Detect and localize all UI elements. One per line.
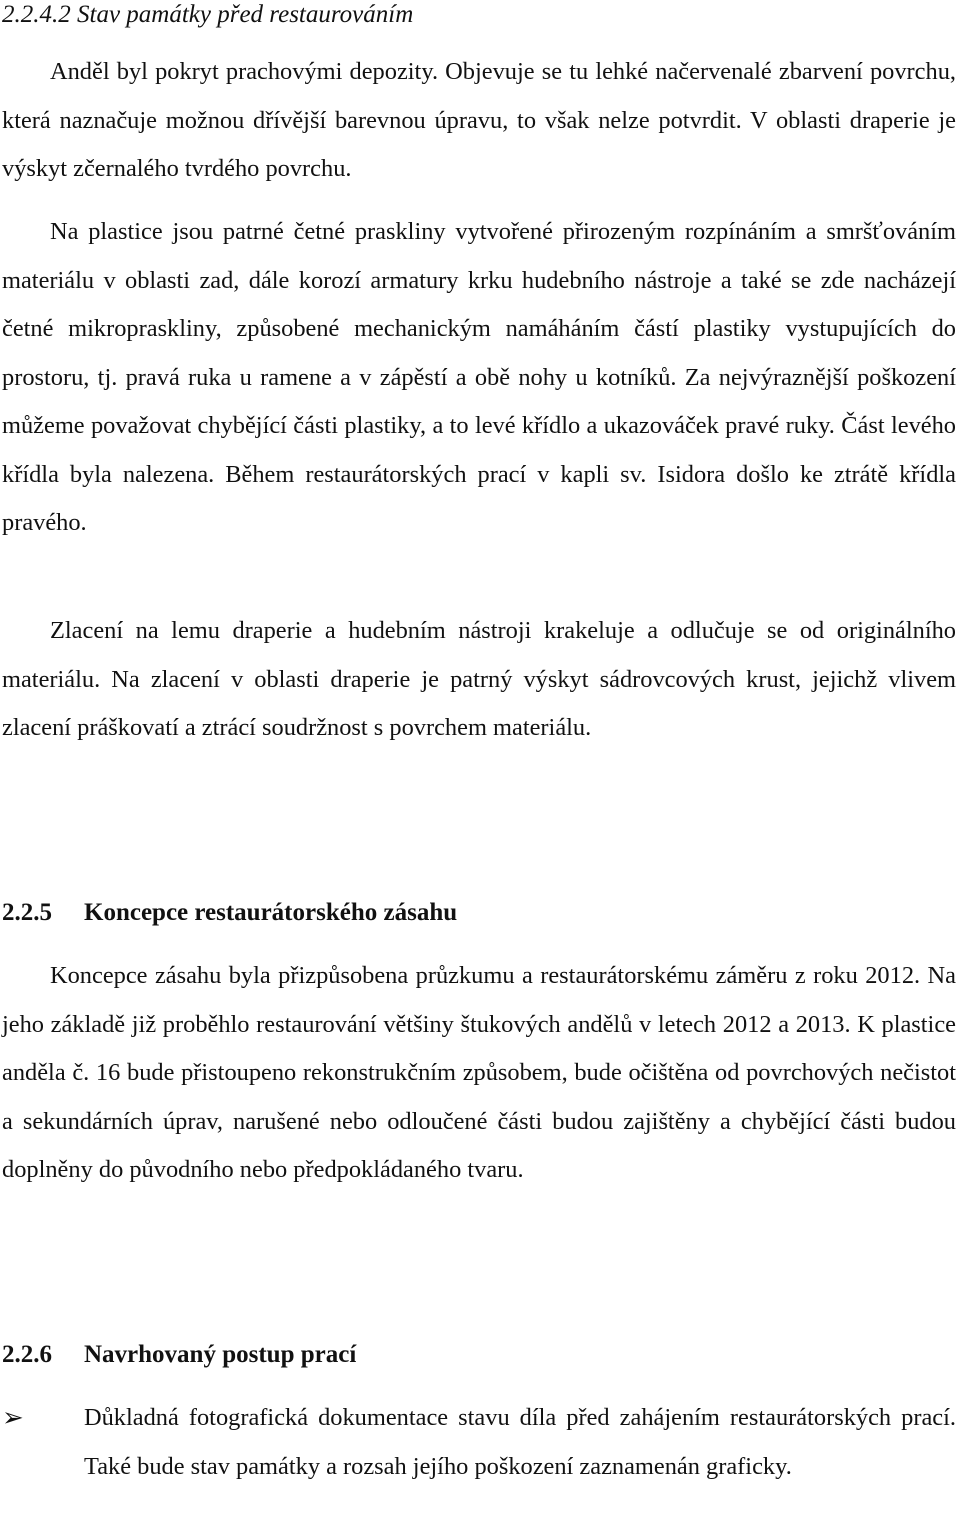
paragraph-text: Anděl byl pokryt prachovými depozity. Objevuje se tu lehké načervenalé zbarvení povrchu, která naznačuje možnou dřívější barevnou úpravu, to však nelze potvrdit. V oblasti draperie je výskyt zčernalého tvrdého povrchu. xyxy=(2,58,956,182)
list-item xyxy=(2,1394,956,1491)
paragraph-stav-2 xyxy=(2,208,956,548)
paragraph-koncepce xyxy=(2,952,956,1195)
paragraph-text: Zlacení na lemu draperie a hudebním nástroji krakeluje a odlučuje se od originálního materiálu. Na zlacení v oblasti draperie je patrný výskyt sádrovcových krust, jejichž vlivem zlacení práškovatí a ztrácí soudržnost s povrchem materiálu. xyxy=(2,617,956,741)
section-title: Koncepce restaurátorského zásahu xyxy=(84,899,458,926)
heading-2-2-5 xyxy=(2,898,956,928)
section-number: 2.2.6 xyxy=(2,1341,52,1368)
heading-2-2-6 xyxy=(2,1340,956,1370)
heading-2-2-4-2: 2.2.4.2 Stav památky před restaurováním xyxy=(2,1,414,28)
paragraph-stav-1 xyxy=(2,48,956,194)
list-item-text: Důkladná fotografická dokumentace stavu díla před zahájením restaurátorských prací. Také bude stav památky a rozsah jejího poškození zaznamenán graficky. xyxy=(84,1404,956,1480)
section-title: Navrhovaný postup prací xyxy=(84,1341,357,1368)
paragraph-stav-3 xyxy=(2,607,956,753)
paragraph-text: Na plastice jsou patrné četné praskliny vytvořené přirozeným rozpínáním a smršťováním materiálu v oblasti zad, dále korozí armatury krku hudebního nástroje a také se zde nacházejí četné mikropraskliny, způsobené mechanickým namáháním částí plastiky vystupujících do prostoru, tj. pravá ruka u ramene a v zápěstí a obě nohy u kotníků. Za nejvýraznější poškození můžeme považovat chybějící části plastiky, a to levé křídlo a ukazováček pravé ruky. Část levého křídla byla nalezena. Během restaurátorských prací v kapli sv. Isidora došlo ke ztrátě křídla pravého. xyxy=(2,218,956,536)
arrow-bullet-icon: ➢ xyxy=(2,1403,24,1433)
paragraph-text: Koncepce zásahu byla přizpůsobena průzkumu a restaurátorskému záměru z roku 2012. Na jeho základě již proběhlo restaurování většiny štukových andělů v letech 2012 a 2013. K plastice anděla č. 16 bude přistoupeno rekonstrukčním způsobem, bude očištěna od povrchových nečistot a sekundárních úprav, narušené nebo odloučené části budou zajištěny a chybějící části budou doplněny do původního nebo předpokládaného tvaru. xyxy=(2,962,956,1183)
section-number: 2.2.5 xyxy=(2,899,52,926)
